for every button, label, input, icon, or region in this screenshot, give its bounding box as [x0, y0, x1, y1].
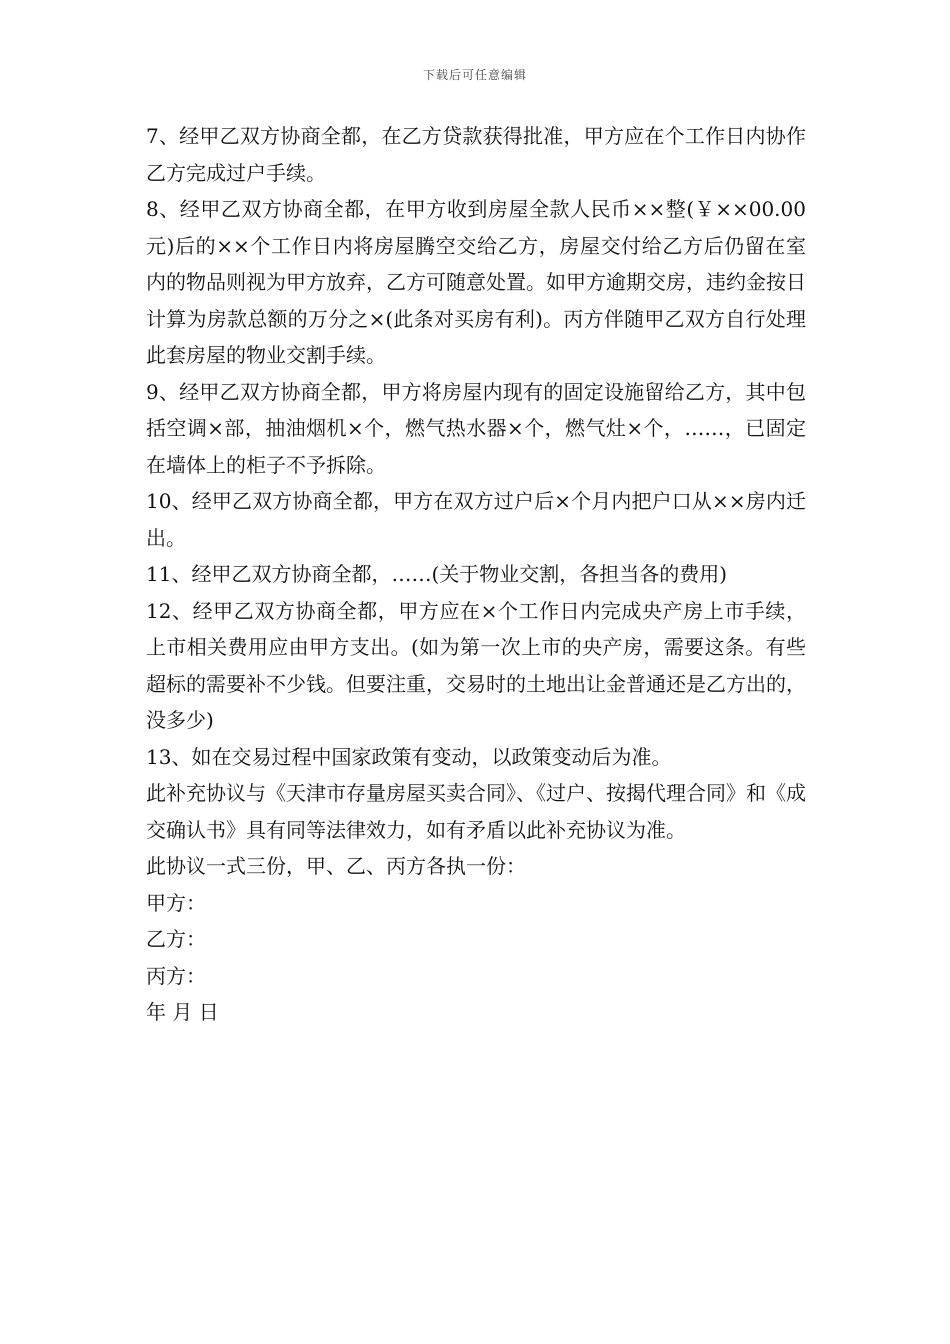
signature-date: 年 月 日: [146, 1000, 219, 1024]
page-header: 下载后可任意编辑: [422, 68, 527, 82]
signature-party-b: 乙方：: [146, 927, 206, 951]
clause-7: 7、经甲乙双方协商全都，在乙方贷款获得批准，甲方应在个工作日内协作乙方完成过户手续。: [146, 124, 806, 185]
clause-11: 11、经甲乙双方协商全都，……(关于物业交割，各担当各的费用): [146, 562, 728, 586]
signature-party-a: 甲方：: [146, 890, 206, 915]
clause-10: 10、经甲乙双方协商全都，甲方在双方过户后×个月内把户口从××房内迁出。: [146, 489, 806, 550]
document-body: [146, 118, 806, 1031]
clause-12: 12、经甲乙双方协商全都，甲方应在×个工作日内完成央产房上市手续，上市相关费用应由甲方支出。(如为第一次上市的央产房，需要这条。有些超标的需要补不少钱。但要注重，交易时的土地出让金普通还是乙方出的，没多少): [146, 598, 806, 732]
clause-8: 8、经甲乙双方协商全都，在甲方收到房屋全款人民币××整(￥××00.00元)后的××个工作日内将房屋腾空交给乙方，房屋交付给乙方后仍留在室内的物品则视为甲方放弃，乙方可随意处置。如甲方逾期交房，违约金按日计算为房款总额的万分之×(此条对买房有利)。丙方伴随甲乙双方自行处理此套房屋的物业交割手续。: [146, 197, 806, 367]
clause-13: 13、如在交易过程中国家政策有变动，以政策变动后为准。: [146, 744, 672, 769]
copies-statement: 此协议一式三份，甲、乙、丙方各执一份：: [146, 854, 526, 878]
signature-party-c: 丙方：: [146, 963, 206, 988]
clause-9: 9、经甲乙双方协商全都，甲方将房屋内现有的固定设施留给乙方，其中包括空调×部，抽油烟机×个，燃气热水器×个，燃气灶×个，……，已固定在墙体上的柜子不予拆除。: [146, 379, 806, 477]
legal-effect-statement: 此补充协议与《天津市存量房屋买卖合同》、《过户、按揭代理合同》和《成交确认书》具有同等法律效力，如有矛盾以此补充协议为准。: [146, 781, 806, 842]
